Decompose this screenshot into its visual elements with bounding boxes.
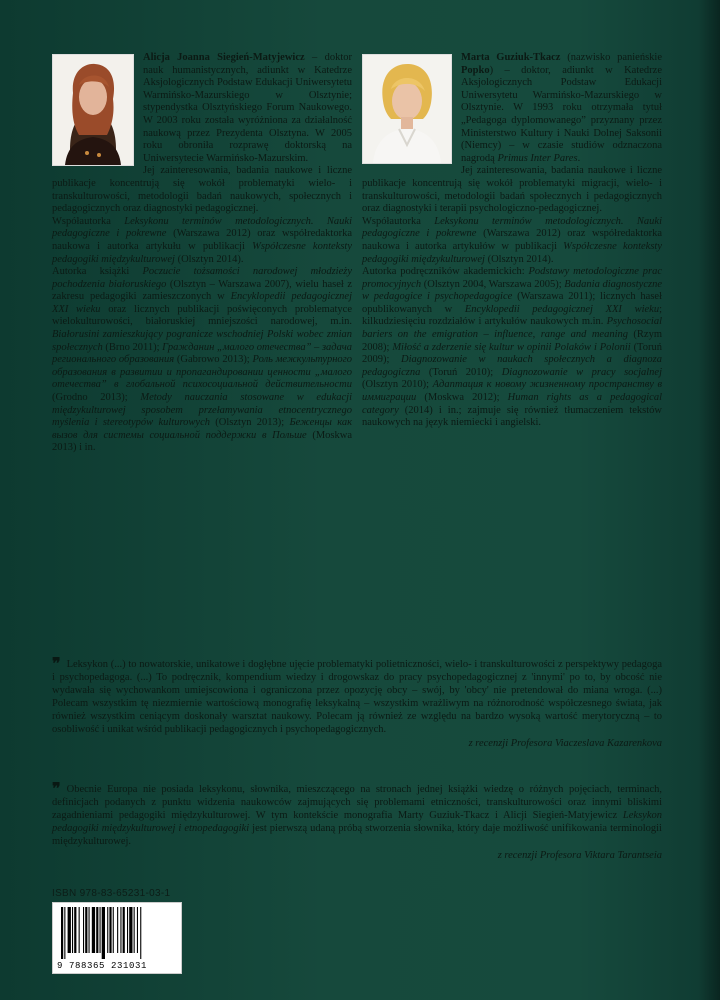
left-author-column bbox=[52, 52, 352, 455]
quote-2-source: z recenzji Profesora Viktara Tarantseia bbox=[497, 850, 662, 861]
barcode-bar bbox=[79, 907, 80, 953]
barcode-bar bbox=[64, 907, 65, 959]
author-portrait-left bbox=[53, 55, 133, 165]
barcode-bar bbox=[117, 907, 118, 953]
left-bio-3: Współautorka Leksykonu terminów metodologicznych. Nauki pedagogiczne i pokrewne (Warszawa 2012) oraz współredaktorka naukowa i autorka artykułu w publikacji Współczesne konteksty pedagogiki międzykulturowej (Olsztyn 2014). bbox=[52, 215, 352, 265]
right-bio-1: Marta Guziuk-Tkacz (nazwisko panieńskie Popko) – doktor, adiunkt w Katedrze Aksjologicznych Podstaw Edukacji Uniwersytetu Warmińsko-Mazurskiego w Olsztynie. W 1993 roku otrzymała tytuł „Pedagoga dyplomowanego” przyznany przez Ministerstwo Kultury i Nauki Dolnej Saksonii (Niemcy) – w czasie studiów odznaczona nagrodą Primus Inter Pares. bbox=[461, 52, 662, 164]
barcode-bar bbox=[100, 907, 101, 953]
barcode-digits: 9 788365 231031 bbox=[57, 961, 148, 971]
right-author-column bbox=[362, 52, 662, 430]
barcode-bar bbox=[140, 907, 141, 959]
barcode-bars bbox=[59, 907, 175, 959]
right-bio-3: Współautorka Leksykonu terminów metodologicznych. Nauki pedagogiczne i pokrewne (Warszawa 2012) oraz współredaktorka naukowa i autorka artykułów w publikacji Współczesne konteksty pedagogiki międzykulturowej (Olsztyn 2014). bbox=[362, 215, 663, 265]
left-bio-1: Alicja Joanna Siegień-Matyjewicz – doktor nauk humanistycznych, adiunkt w Katedrze Aksjologicznych Podstaw Edukacji Uniwersytetu Warmińsko-Mazurskiego w Olsztynie; stypendystka Olsztyńskiego Forum Naukowego. W 2003 roku została wyróżniona za działalność naukową przez Prezydenta Olsztyna. W 2005 roku obroniła rozprawę doktorską na Uniwersytecie Warmińsko-Mazurskim. bbox=[143, 52, 352, 164]
quote-mark-icon: ❞ bbox=[52, 654, 61, 673]
barcode-bar bbox=[123, 907, 125, 953]
author-photo-right bbox=[362, 54, 452, 164]
barcode-bar bbox=[113, 907, 114, 953]
barcode-bar bbox=[107, 907, 108, 953]
spine-edge bbox=[698, 0, 720, 1000]
left-bio-4: Autorka książki Poczucie tożsamości narodowej młodzieży pochodzenia białoruskiego (Olsztyn – Warszawa 2007), wielu haseł z zakresu pedagogiki zamieszczonych w Encyklopedii pedagogicznej XXI wieku oraz licznych publikacji poświęconych problematyce wielokulturowości, białoruskiej mniejszości narodowej, m.in. Białorusini zamieszkujący pogranicze wschodniej Polski wobec zmian społecznych (Brno 2011); Гражданин „малого отечества” – задача регионального образования (Gabrowo 2013); Роль межкультурного образования в развитии и пропагандировании ценности „малого отечества” в глобальной психосоциальной действительности (Grodno 2013); Metody nauczania stosowane w edukacji międzykulturowej sposobem przełamywania etnocentrycznego myślenia i stereotypów kulturowych (Olsztyn 2013); Беженцы как вызов для системы социальной поддержки в Польше (Moskwa 2013) i in. bbox=[52, 266, 353, 454]
barcode-bar bbox=[129, 907, 132, 953]
review-quote-1 bbox=[52, 654, 662, 750]
right-bio-2: Jej zainteresowania, badania naukowe i liczne publikacje koncentrują się wokół problematyki migracji, wielo- i transkulturowości, metodologii badań społecznych i pedagogicznych oraz diagnostyki i terapii psychologiczno-pedagogicznej. bbox=[362, 165, 662, 215]
barcode bbox=[52, 902, 182, 974]
left-author-name: Alicja Joanna Siegień-Matyjewicz bbox=[143, 52, 305, 63]
barcode-bar bbox=[134, 907, 135, 953]
isbn-label: ISBN 978-83-65231-03-1 bbox=[52, 888, 171, 899]
barcode-bar bbox=[109, 907, 111, 953]
barcode-bar bbox=[120, 907, 121, 953]
author-photo-left bbox=[52, 54, 134, 166]
barcode-bar bbox=[127, 907, 128, 953]
barcode-bar bbox=[102, 907, 105, 959]
barcode-bar bbox=[96, 907, 98, 953]
barcode-bar bbox=[61, 907, 63, 959]
quote-mark-icon: ❞ bbox=[52, 779, 61, 798]
right-author-name: Marta Guziuk-Tkacz bbox=[461, 52, 561, 63]
barcode-bar bbox=[92, 907, 95, 953]
barcode-bar bbox=[137, 907, 138, 953]
right-bio-4: Autorka podręczników akademickich: Podstawy metodologiczne prac promocyjnych (Olsztyn 2004, Warszawa 2005); Badania diagnostyczne w pedagogice i psychopedagogice (Warszawa 2011); licznych haseł opublikowanych w Encyklopedii pedagogicznej XXI wieku; kilkudziesięciu rozdziałów i artykułów naukowych m.in. Psychosocial bariers on the emigration – influence, range and meaning (Rzym 2008); Miłość a zderzenie się kultur w opinii Polaków i Polonii (Toruń 2009); Diagnozowanie w naukach społecznych a diagnoza pedagogiczna (Toruń 2010); Diagnozowanie w pracy socjalnej (Olsztyn 2010); Адаптация к новому жизненному пространству в иммиграции (Moskwa 2012); Human rights as a pedagogical category (2014) i in.; zajmuje się również tłumaczeniem tekstów naukowych na język niemiecki i angielski. bbox=[362, 266, 663, 429]
quote-1-text: Leksykon (...) to nowatorskie, unikatowe i dogłębne ujęcie problematyki polietniczności, wielo- i transkulturowości z perspektywy pedagoga i psychopedagoga. (...) To podręcznik, kompendium wiedzy i drogowskaz do pracy psychopedagogicznej z 'innymi' po to, by obcość nie wydawała się wychowankom umiejscowiona i ograniczona przez opozycję obcy – swój, by 'obcy' nie pretendował do miana wroga. (...) Polecam wszystkim tę niezmiernie wartościową monografię leksykalną – wszystkim wrażliwym na różnorodność współczesnego świata, jak również wszystkim ceniącym doskonały warsztat naukowy. Polecam ją również ze względu na bardzo wysoką wartość merytoryczną – to osobliwość i unikat wśród publikacji pedagogicznych i psychopedagogicznych. bbox=[52, 659, 662, 735]
barcode-bar bbox=[72, 907, 73, 953]
barcode-bar bbox=[89, 907, 90, 953]
review-quote-2: ❞ Obecnie Europa nie posiada leksykonu, słownika, mieszczącego na stronach jednej książki wiedzę o różnych pojęciach, terminach, definicjach podanych z punktu widzenia naukowców zajmujących się problemami etniczności, transkulturowości oraz innymi bliskimi zagadnieniami pedagogiki międzykulturowej. W tym kontekście monografia Marty Guziuk-Tkacz i Alicji Siegień-Matyjewicz Leksykon pedagogiki międzykulturowej i etnopedagogiki jest pierwszą udaną próbą stworzenia słownika, który daje możliwość unifikowania terminologii międzykulturowej. z recenzji Profesora Viktara Tarantseia bbox=[52, 779, 662, 861]
barcode-bar bbox=[85, 907, 87, 953]
barcode-bar bbox=[74, 907, 76, 953]
left-bio-2: Jej zainteresowania, badania naukowe i liczne publikacje koncentrują się wokół problematyki wielo- i transkulturowości, metodologii badań naukowych, społecznych i pedagogicznych oraz diagnostyki pedagogicznej. bbox=[52, 165, 352, 215]
barcode-bar bbox=[83, 907, 84, 953]
author-portrait-right bbox=[363, 55, 451, 163]
quote-1-source: z recenzji Profesora Viaczeslava Kazarenkova bbox=[468, 738, 662, 749]
barcode-bar bbox=[68, 907, 71, 953]
